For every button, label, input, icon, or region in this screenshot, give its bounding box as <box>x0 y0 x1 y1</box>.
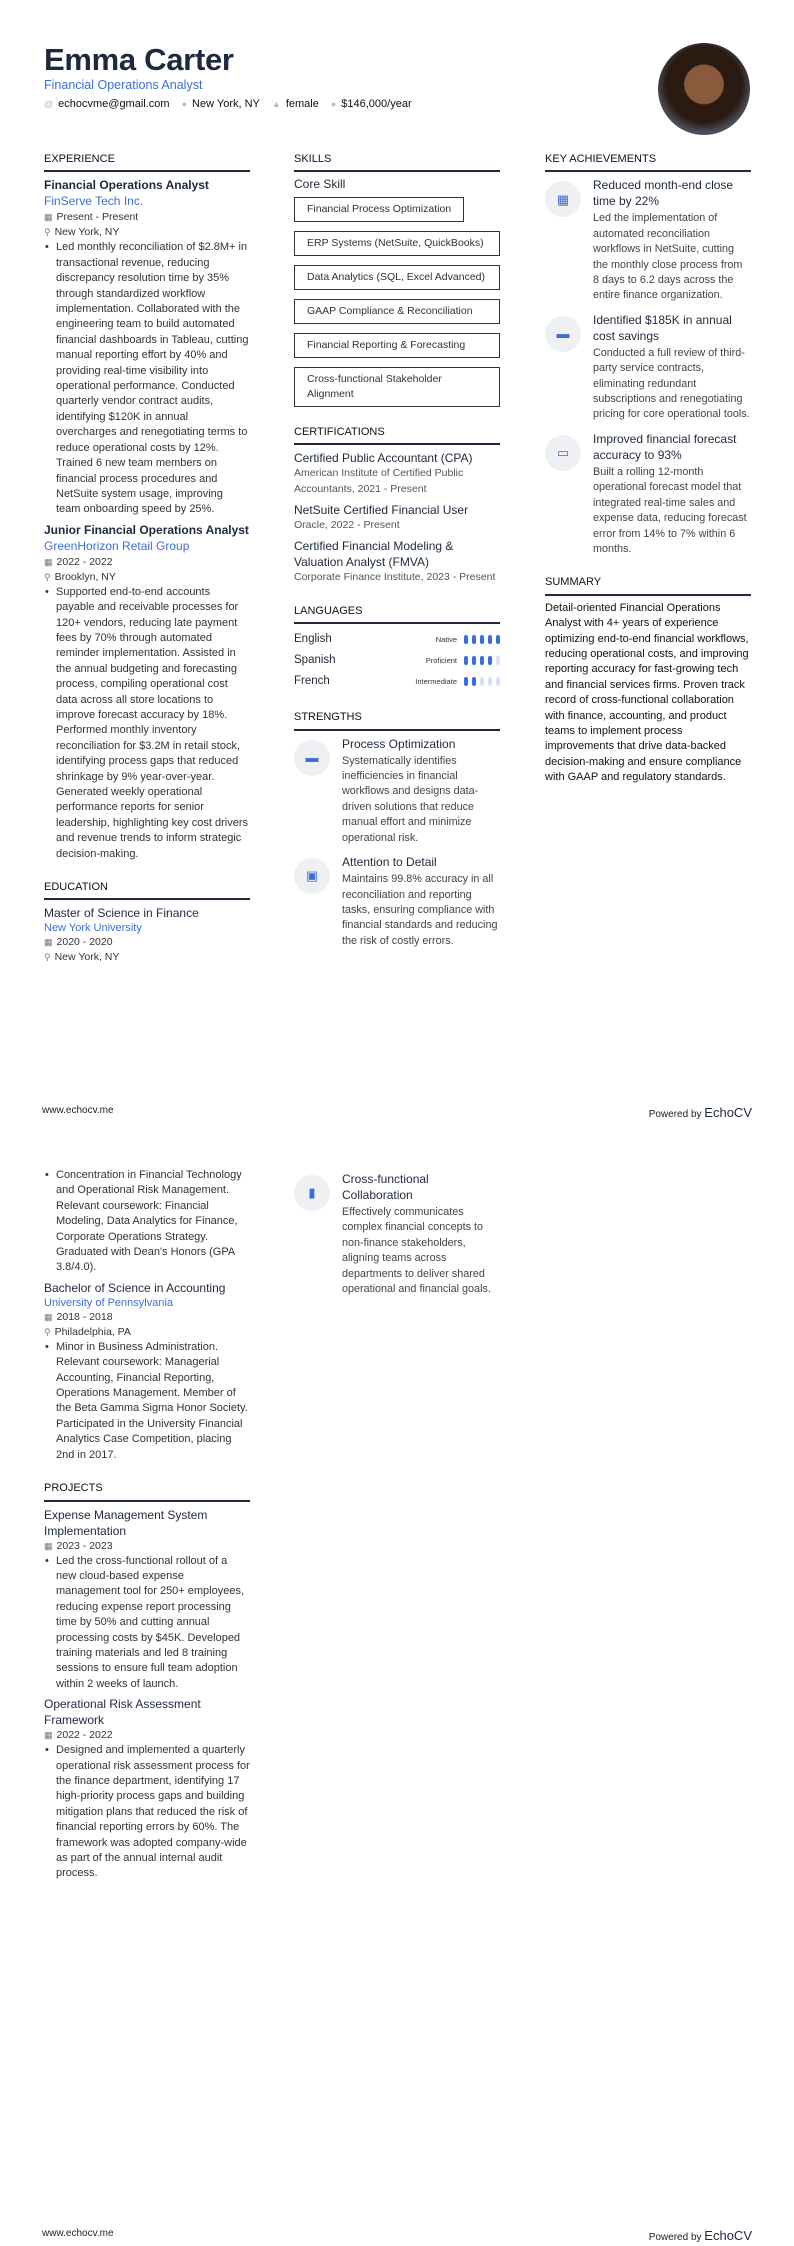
achievement-title: Improved financial forecast accuracy to 93% <box>593 431 737 462</box>
dates: 2022 - 2022 <box>56 555 113 568</box>
education-section <box>44 880 250 965</box>
school-location: New York, NY <box>54 951 120 964</box>
level-dot <box>472 656 476 665</box>
calendar-icon: ▦ <box>44 212 53 223</box>
section-heading: LANGUAGES <box>294 604 500 624</box>
level-indicator <box>464 656 500 665</box>
level-indicator <box>464 677 500 686</box>
strength-item <box>294 854 500 949</box>
strength-item <box>294 1171 500 1297</box>
powered-label: Powered by <box>648 2232 702 2243</box>
person-icon: ▲ <box>271 99 281 109</box>
level-dot <box>488 635 492 644</box>
gender: female <box>285 98 319 110</box>
dates: 2020 - 2020 <box>56 936 113 949</box>
dates: 2022 - 2022 <box>56 1729 113 1742</box>
school: University of Pennsylvania <box>44 1296 174 1309</box>
bullet: • Concentration in Financial Technology and Operational Risk Management. Relevant coursework: Financial Modeling, Data Analytics for Finance, Corporate Operations Strategy. Graduated with Dean's Honors (GPA 3.8/4.0). <box>44 1168 250 1276</box>
calendar-icon: ▦ <box>545 181 581 217</box>
contact-info <box>44 98 412 110</box>
left-column <box>44 152 250 983</box>
powered-by <box>649 2228 752 2243</box>
strength-desc: Systematically identifies inefficiencies in financial workflows and designs data-driven solutions that reduce manual effort and minimize operational risk. <box>342 754 479 844</box>
job-title: Junior Financial Operations Analyst <box>44 522 249 537</box>
right-column <box>545 152 751 804</box>
location-pin-icon: ⚲ <box>44 952 51 963</box>
language-row <box>294 671 500 692</box>
brand-logo: EchoCV <box>704 2228 752 2243</box>
achievements-section <box>545 152 751 557</box>
education-continued <box>44 1168 250 1463</box>
dates: Present - Present <box>56 211 139 224</box>
company: GreenHorizon Retail Group <box>44 538 190 553</box>
language-level: Native <box>435 635 457 645</box>
achievement-item <box>545 312 751 423</box>
level-indicator <box>464 635 500 644</box>
level-dot <box>488 656 492 665</box>
website-link[interactable]: www.echocv.me <box>42 1105 114 1116</box>
strength-item <box>294 736 500 846</box>
language-name: Spanish <box>294 654 336 667</box>
skill-tag: GAAP Compliance & Reconciliation <box>294 299 500 324</box>
languages-section <box>294 604 500 692</box>
salary: $146,000/year <box>341 98 412 110</box>
achievement-desc: Conducted a full review of third-party service contracts, eliminating redundant subscriptions and renegotiating pricing for core operational tools. <box>593 346 750 421</box>
skill-tag: Financial Process Optimization <box>294 197 464 222</box>
bullet: • Led the cross-functional rollout of a new cloud-based expense management tool for 250+ employees, reducing expense report processing time by 50% and cutting annual processing costs by $45K. Developed training materials and led 8 training sessions to ensure full team adoption within 2 weeks of launch. <box>44 1554 250 1693</box>
brand-logo: EchoCV <box>704 1105 752 1120</box>
strength-desc: Maintains 99.8% accuracy in all reconciliation and reporting tasks, ensuring compliance with financial standards and reducing the risk of costly errors. <box>342 873 498 947</box>
level-dot <box>464 677 468 686</box>
calendar-icon: ▦ <box>44 1311 53 1322</box>
level-dot <box>464 635 468 644</box>
strength-desc: Effectively communicates complex financial concepts to non-finance stakeholders, aligning teams across departments to deliver shared operational and financial goals. <box>342 1206 491 1296</box>
language-level: Proficient <box>425 656 457 666</box>
language-row <box>294 629 500 650</box>
section-heading: SKILLS <box>294 152 500 172</box>
achievement-item <box>545 431 751 557</box>
school: New York University <box>44 922 142 935</box>
cert-name: NetSuite Certified Financial User <box>294 503 469 518</box>
cert-detail: Corporate Finance Institute, 2023 - Present <box>294 571 496 584</box>
salary-icon: ● <box>330 99 337 109</box>
school-location: Philadelphia, PA <box>54 1325 131 1338</box>
level-dot <box>488 677 492 686</box>
level-dot <box>480 677 484 686</box>
level-dot <box>480 656 484 665</box>
bullet: • Designed and implemented a quarterly operational risk assessment process for the finance department, identifying 17 high-priority process gaps and building mitigation plans that reduced the risk of financial reporting errors by 60%. The framework was adopted company-wide as part of the annual internal audit process. <box>44 1743 250 1882</box>
powered-by <box>649 1105 752 1120</box>
chat-icon: ▬ <box>545 316 581 352</box>
strength-title: Process Optimization <box>342 736 456 751</box>
calendar-icon: ▦ <box>44 937 53 948</box>
cert-detail: Oracle, 2022 - Present <box>294 519 400 532</box>
strength-title: Attention to Detail <box>342 855 437 870</box>
candidate-name: Emma Carter <box>44 42 234 77</box>
language-name: French <box>294 675 330 688</box>
bullet: • Led monthly reconciliation of $2.8M+ in transactional revenue, reducing discrepancy resolution time by 35% through standardized workflow implementation. Collaborated with the engineering team to build automated financial dashboards in Tableau, cutting manual reporting effort by 40% and providing real-time visibility into operational performance. Conducted quarterly vendor contract audits, identifying $120K in annual overcharges and renegotiating terms to reduce operational costs by 12%. Trained 6 new team members on financial process procedures and NetSuite system usage, improving team onboarding speed by 25%. <box>44 240 250 517</box>
skill-tag: ERP Systems (NetSuite, QuickBooks) <box>294 231 500 256</box>
powered-label: Powered by <box>648 1109 702 1120</box>
section-heading: STRENGTHS <box>294 710 500 730</box>
cert-detail: American Institute of Certified Public Accountants, 2021 - Present <box>294 467 464 495</box>
calendar-icon: ▦ <box>44 1730 53 1741</box>
skill-group-label: Core Skill <box>294 177 346 192</box>
level-dot <box>496 635 500 644</box>
strength-title: Cross-functional Collaboration <box>342 1172 429 1202</box>
achievement-title: Identified $185K in annual cost savings <box>593 312 732 343</box>
summary-section <box>545 575 751 785</box>
achievement-item <box>545 177 751 303</box>
experience-entry <box>44 522 250 862</box>
location: New York, NY <box>192 98 260 110</box>
experience-section <box>44 152 250 862</box>
skill-tag: Cross-functional Stakeholder Alignment <box>294 367 500 407</box>
email-icon: @ <box>44 99 54 109</box>
company: FinServe Tech Inc. <box>44 194 144 209</box>
document-icon: ▮ <box>294 1175 330 1211</box>
website-link[interactable]: www.echocv.me <box>42 2228 114 2239</box>
profile-photo <box>658 43 750 135</box>
middle-column <box>294 152 500 967</box>
left-column <box>44 1168 250 1900</box>
chat-icon: ▬ <box>294 740 330 776</box>
bullet: • Minor in Business Administration. Relevant coursework: Managerial Accounting, Financial Reporting, Operations Management. Member of the Beta Gamma Sigma Honor Society. Participated in the University Financial Analytics Case Competition, placing 2nd in 2017. <box>44 1340 250 1463</box>
certifications-section <box>294 425 500 586</box>
language-row <box>294 650 500 671</box>
location-icon: ● <box>181 99 188 109</box>
location-pin-icon: ⚲ <box>44 571 51 582</box>
section-heading: KEY ACHIEVEMENTS <box>545 152 751 172</box>
job-location: Brooklyn, NY <box>54 570 116 583</box>
skill-tag: Data Analytics (SQL, Excel Advanced) <box>294 265 500 290</box>
achievement-title: Reduced month-end close time by 22% <box>593 178 734 209</box>
cert-name: Certified Financial Modeling & Valuation Analyst (FMVA) <box>294 539 454 570</box>
level-dot <box>496 656 500 665</box>
language-name: English <box>294 633 332 646</box>
degree: Master of Science in Finance <box>44 906 199 921</box>
card-icon: ▭ <box>545 435 581 471</box>
summary-text: Detail-oriented Financial Operations Analyst with 4+ years of experience optimizing end-to-end financial workflows, reducing operational costs, and improving reporting accuracy for fast-growing tech and financial services firms. Proven track record of cross-functional collaboration with finance, accounting, and product teams to implement process improvements that drive data-backed decision-making and ensure compliance with GAAP and regulatory standards. <box>545 601 749 784</box>
dates: 2023 - 2023 <box>56 1539 113 1552</box>
email: echocvme@gmail.com <box>58 98 170 110</box>
project-title: Expense Management System Implementation <box>44 1507 208 1538</box>
section-heading: EXPERIENCE <box>44 152 250 172</box>
section-heading: SUMMARY <box>545 575 751 595</box>
calendar-icon: ▦ <box>44 1540 53 1551</box>
archive-icon: ▣ <box>294 858 330 894</box>
language-level: Intermediate <box>415 677 457 687</box>
skill-tag: Financial Reporting & Forecasting <box>294 333 500 358</box>
candidate-title: Financial Operations Analyst <box>44 78 203 92</box>
level-dot <box>480 635 484 644</box>
strengths-section <box>294 710 500 949</box>
level-dot <box>496 677 500 686</box>
calendar-icon: ▦ <box>44 556 53 567</box>
section-heading: EDUCATION <box>44 880 250 900</box>
location-pin-icon: ⚲ <box>44 1326 51 1337</box>
project-title: Operational Risk Assessment Framework <box>44 1697 201 1728</box>
degree: Bachelor of Science in Accounting <box>44 1280 226 1295</box>
job-location: New York, NY <box>54 226 120 239</box>
level-dot <box>472 635 476 644</box>
section-heading: PROJECTS <box>44 1481 250 1501</box>
resume-page-2 <box>0 1123 794 2246</box>
bullet: • Supported end-to-end accounts payable and receivable processes for 120+ vendors, reducing late payment fees by 70% through automated reminder implementation. Assisted in the annual budgeting and forecasting process, compiling operational cost data across all store locations to improve forecast accuracy by 18%. Performed monthly inventory reconciliation for $3.2M in retail stock, identifying process gaps that reduced shrinkage by 9% year-over-year. Generated weekly operational performance reports for senior leadership, highlighting key cost drivers and revenue trends to inform strategic decision-making. <box>44 585 250 862</box>
experience-entry <box>44 177 250 517</box>
achievement-desc: Built a rolling 12-month operational forecast model that integrated real-time sales and expense data, reducing forecast error from 14% to 7% within 6 months. <box>593 465 747 555</box>
job-title: Financial Operations Analyst <box>44 178 209 193</box>
middle-column <box>294 1171 500 1305</box>
cert-name: Certified Public Accountant (CPA) <box>294 451 473 466</box>
level-dot <box>464 656 468 665</box>
achievement-desc: Led the implementation of automated reconciliation workflows in NetSuite, cutting the monthly close process from 8 days to 6.2 days across the entire finance organization. <box>593 212 743 302</box>
location-pin-icon: ⚲ <box>44 227 51 238</box>
dates: 2018 - 2018 <box>56 1310 113 1323</box>
level-dot <box>472 677 476 686</box>
skills-section <box>294 152 500 407</box>
projects-section <box>44 1481 250 1882</box>
section-heading: CERTIFICATIONS <box>294 425 500 445</box>
